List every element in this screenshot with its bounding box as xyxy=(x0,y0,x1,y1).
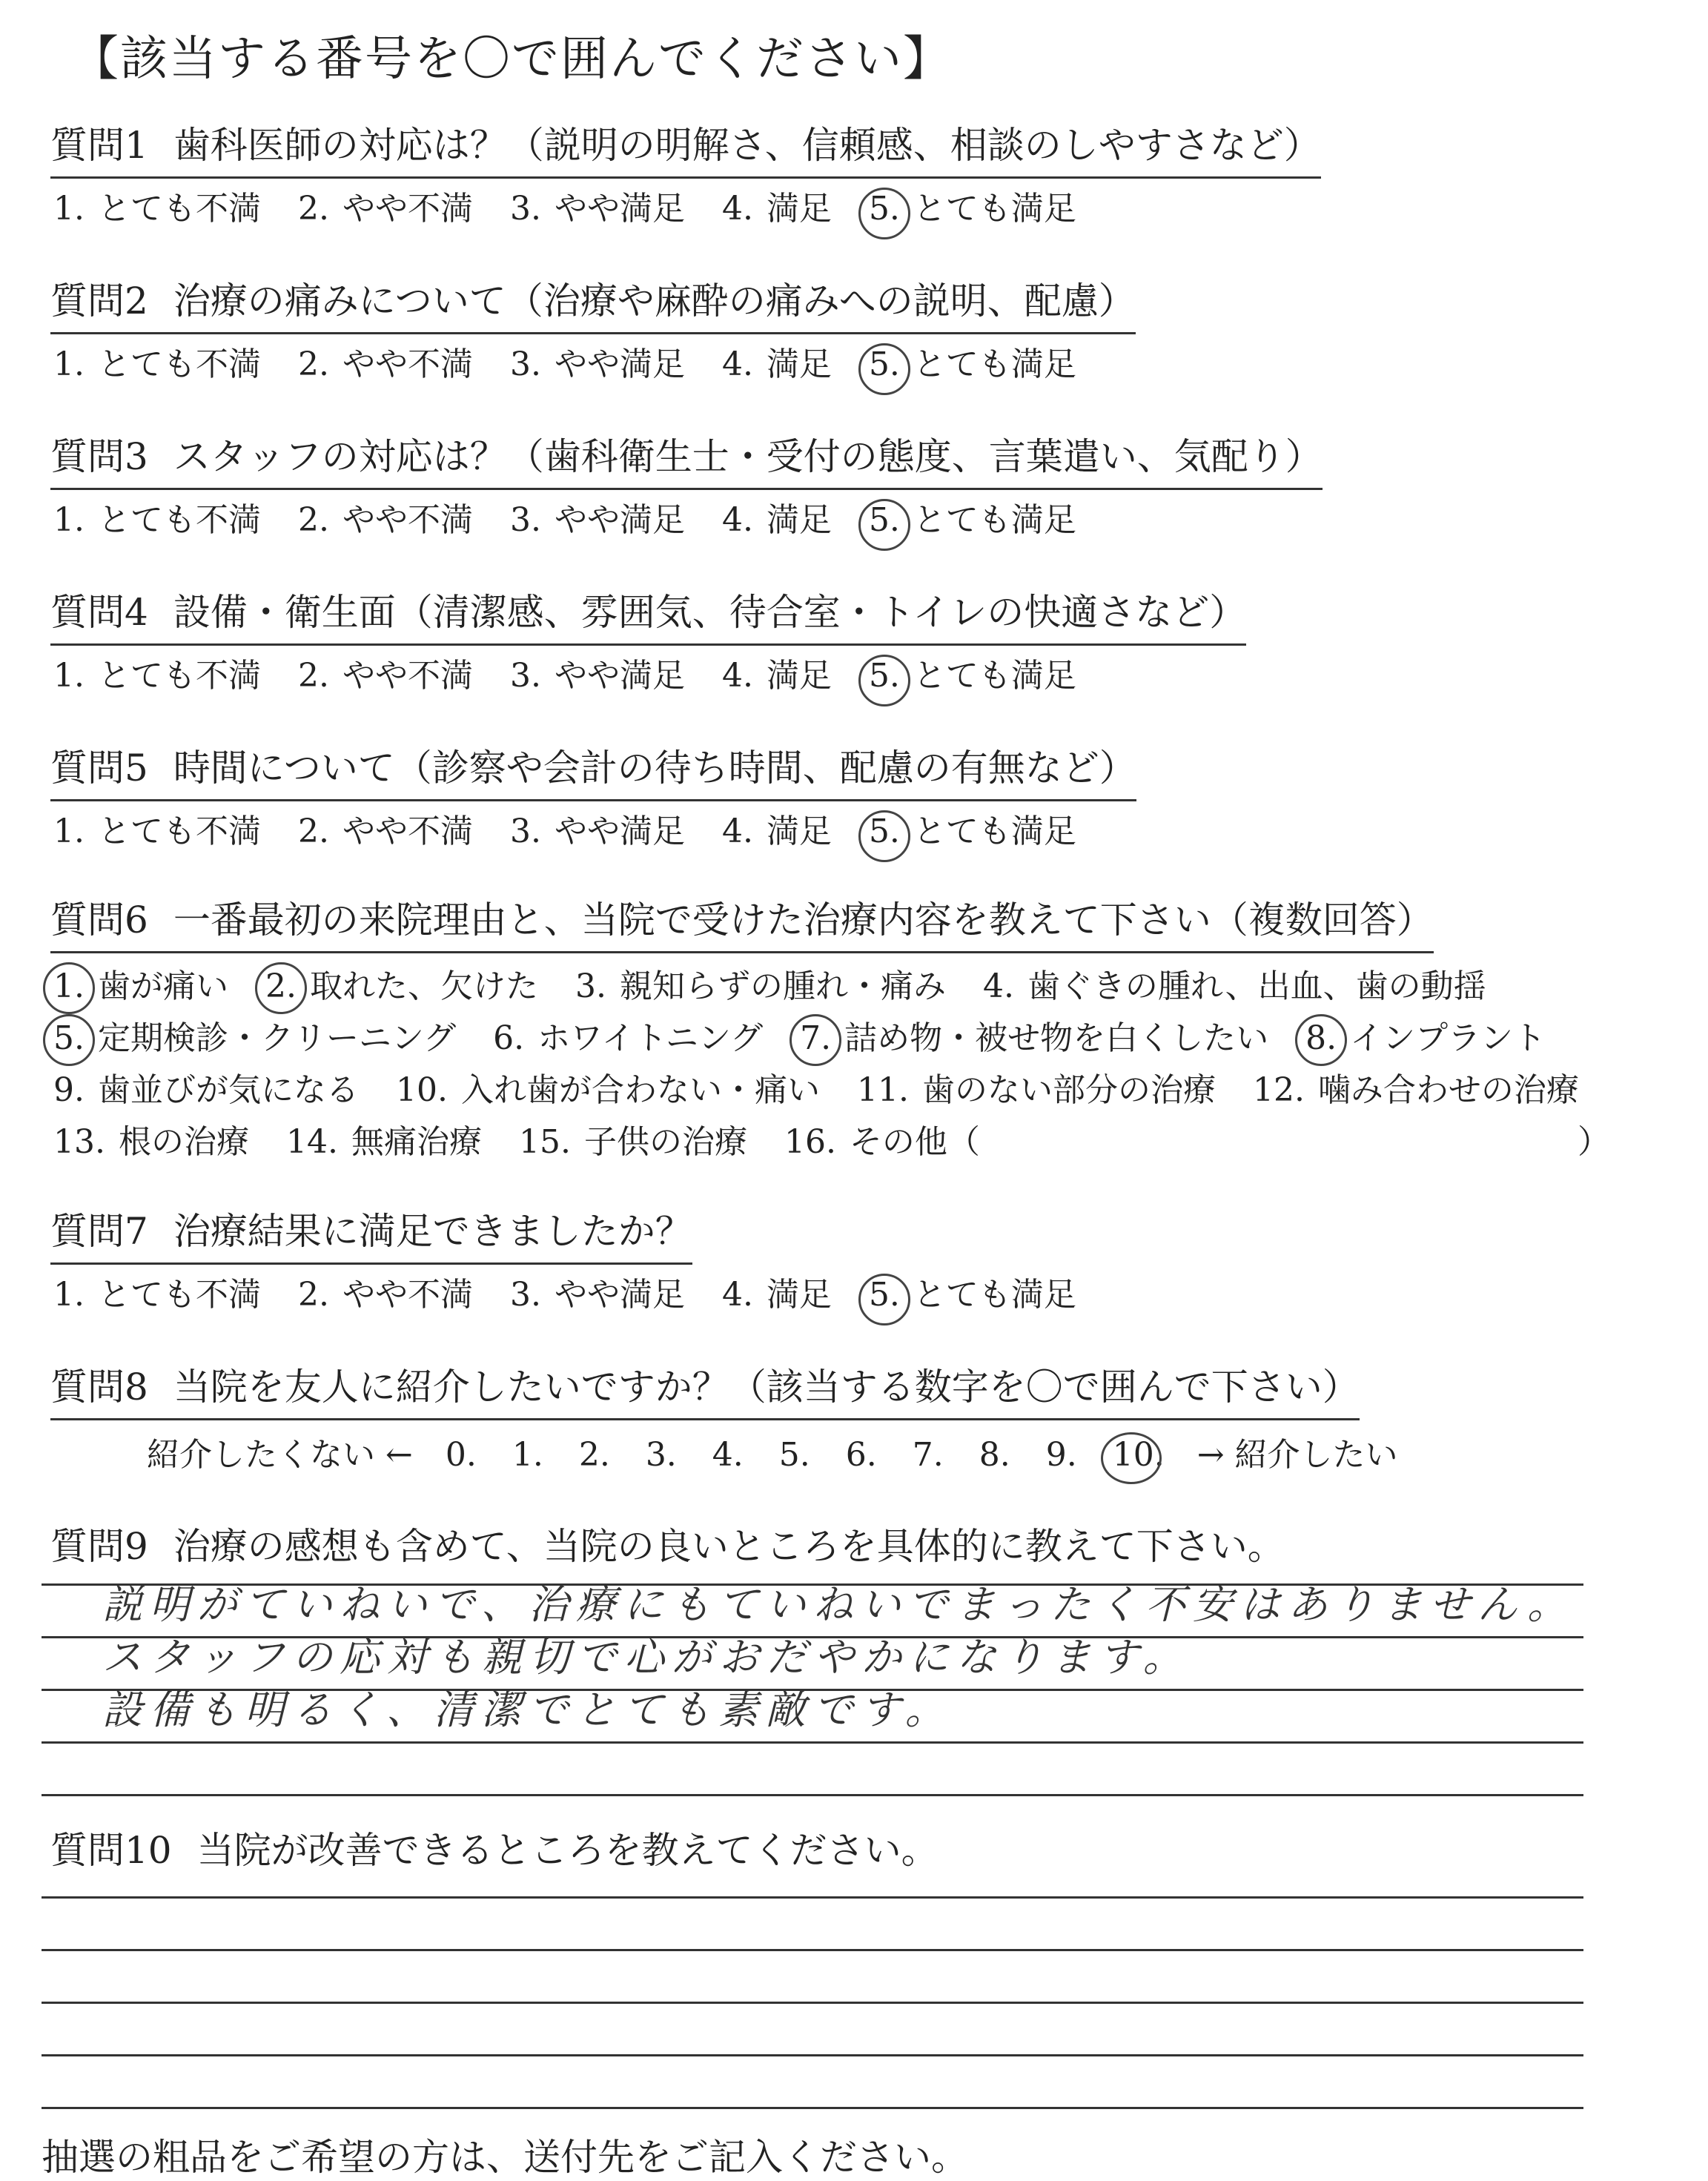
option-3[interactable]: 3. やや満足 xyxy=(509,345,685,383)
selected-answer: 7. xyxy=(797,1013,834,1065)
option-label: その他（ xyxy=(849,1123,980,1161)
option-3[interactable]: 3. やや満足 xyxy=(509,1276,685,1314)
handwritten-answer: 説明がていねいで、治療にもていねいでまったく不安はありません。 xyxy=(102,1581,1575,1628)
option-number: 15. xyxy=(518,1123,571,1161)
scale-value[interactable]: 8. xyxy=(979,1436,1010,1474)
option-number: 16. xyxy=(784,1123,836,1161)
question-7-title: 質問7 治療結果に満足できましたか？ xyxy=(50,1205,692,1265)
selected-answer: 5. xyxy=(866,1272,903,1318)
selected-answer: 2. xyxy=(262,961,299,1013)
option-label: 親知らずの腫れ・痛み xyxy=(619,967,946,1005)
option-number: 3. xyxy=(575,967,606,1005)
handwritten-answer: スタッフの応対も親切で心がおだやかになります。 xyxy=(102,1634,1191,1681)
option[interactable] xyxy=(490,1013,763,1065)
question-3-title: 質問3 スタッフの対応は？（歯科衛生士・受付の態度、言葉遣い、気配り） xyxy=(50,430,1323,490)
selected-answer: 5. xyxy=(866,497,903,543)
question-9-title: 質問9 治療の感想も含めて、当院の良いところを具体的に教えて下さい。 xyxy=(50,1525,1285,1568)
option-2[interactable]: 2. やや不満 xyxy=(297,190,473,228)
option-number: 12. xyxy=(1252,1071,1305,1109)
option-label: 根の治療 xyxy=(118,1123,249,1161)
scale-right-label: → 紹介したい xyxy=(1196,1436,1398,1474)
option-label: 定期検診・クリーニング xyxy=(97,1019,457,1057)
question-1 xyxy=(50,119,1681,232)
scale-value[interactable]: 4. xyxy=(712,1436,744,1474)
selected-answer: 8. xyxy=(1302,1013,1340,1065)
scale-value[interactable]: 7. xyxy=(912,1436,944,1474)
selected-answer: 5. xyxy=(866,342,903,388)
option-label: 歯並びが気になる xyxy=(97,1071,359,1109)
option[interactable] xyxy=(50,1065,359,1116)
option[interactable] xyxy=(1250,1065,1579,1116)
option-selected[interactable] xyxy=(797,1013,1268,1065)
option-1[interactable]: 1. とても不満 xyxy=(53,345,261,383)
question-3 xyxy=(50,430,1681,543)
option-2[interactable]: 2. やや不満 xyxy=(297,657,473,695)
question-6-title: 質問6 一番最初の来院理由と、当院で受けた治療内容を教えて下さい（複数回答） xyxy=(50,893,1434,953)
question-5-title: 質問5 時間について（診察や会計の待ち時間、配慮の有無など） xyxy=(50,741,1136,801)
option-row xyxy=(50,961,1681,1013)
question-9-answer-area[interactable] xyxy=(42,1533,1583,1796)
question-3-options xyxy=(50,497,1681,543)
option-label: 無痛治療 xyxy=(351,1123,482,1161)
option-label: 入れ歯が合わない・痛い xyxy=(460,1071,820,1109)
option-row xyxy=(50,1065,1681,1116)
footer-note: 抽選の粗品をご希望の方は、送付先をご記入ください。 xyxy=(42,2136,968,2179)
question-2-options xyxy=(50,342,1681,388)
option-label: インプラント xyxy=(1350,1019,1546,1057)
option-number: 4. xyxy=(982,967,1014,1005)
question-8-title: 質問8 当院を友人に紹介したいですか？（該当する数字を〇で囲んで下さい） xyxy=(50,1360,1360,1420)
selected-answer[interactable]: 10. xyxy=(1110,1431,1168,1480)
question-5-options xyxy=(50,809,1681,855)
option-number: 11. xyxy=(856,1071,909,1109)
selected-answer: 5. xyxy=(866,809,903,855)
option-1[interactable]: 1. とても不満 xyxy=(53,190,261,228)
option-selected[interactable] xyxy=(50,1013,456,1065)
question-1-title: 質問1 歯科医師の対応は？（説明の明解さ、信頼感、相談のしやすさなど） xyxy=(50,119,1321,179)
option-number: 6. xyxy=(493,1019,525,1057)
option-4[interactable]: 4. 満足 xyxy=(721,1276,832,1314)
option-1[interactable]: 1. とても不満 xyxy=(53,657,261,695)
option[interactable] xyxy=(572,961,946,1013)
answer-line xyxy=(42,1846,1583,1899)
option[interactable] xyxy=(50,1116,249,1168)
question-2 xyxy=(50,274,1681,388)
question-7-options xyxy=(50,1272,1681,1318)
option[interactable] xyxy=(980,961,1486,1013)
handwritten-answer: 設備も明るく、清潔でとても素敵です。 xyxy=(102,1687,953,1733)
form-header: 【該当する番号を〇で囲んでください】 xyxy=(71,32,952,87)
answer-line xyxy=(42,1899,1583,1951)
recommend-scale xyxy=(50,1431,1681,1480)
selected-answer: 5. xyxy=(866,653,903,699)
option-3[interactable]: 3. やや満足 xyxy=(509,501,685,539)
option-label: 取れた、欠けた xyxy=(309,967,538,1005)
scale-value[interactable]: 0. xyxy=(445,1436,477,1474)
option-label: 歯が痛い xyxy=(97,967,228,1005)
option-row xyxy=(50,1013,1681,1065)
scale-value[interactable]: 2. xyxy=(578,1436,610,1474)
question-5 xyxy=(50,741,1681,855)
question-10-answer-area[interactable] xyxy=(42,1846,1583,2109)
option-4[interactable]: 4. 満足 xyxy=(721,501,832,539)
question-6 xyxy=(50,893,1681,1168)
option-label: ホワイトニング xyxy=(537,1019,764,1057)
option-1[interactable]: 1. とても不満 xyxy=(53,501,261,539)
option-4[interactable]: 4. 満足 xyxy=(721,345,832,383)
scale-value[interactable]: 3. xyxy=(645,1436,677,1474)
option-number: 10. xyxy=(395,1071,448,1109)
question-4-title: 質問4 設備・衛生面（清潔感、雰囲気、待合室・トイレの快適さなど） xyxy=(50,586,1246,646)
option-label: 詰め物・被せ物を白くしたい xyxy=(844,1019,1269,1057)
option-number: 13. xyxy=(53,1123,105,1161)
answer-line xyxy=(42,2004,1583,2056)
question-7 xyxy=(50,1205,1681,1318)
option-4[interactable]: 4. 満足 xyxy=(721,657,832,695)
question-2-title: 質問2 治療の痛みについて（治療や麻酔の痛みへの説明、配慮） xyxy=(50,274,1136,334)
question-10-title: 質問10 当院が改善できるところを教えてください。 xyxy=(50,1829,939,1872)
scale-left-label: 紹介したくない ← xyxy=(147,1436,413,1474)
option-label: 歯ぐきの腫れ、出血、歯の動揺 xyxy=(1027,967,1486,1005)
option-2[interactable]: 2. やや不満 xyxy=(297,1276,473,1314)
option-2[interactable]: 2. やや不満 xyxy=(297,345,473,383)
selected-answer: 1. xyxy=(50,961,87,1013)
option[interactable] xyxy=(781,1116,980,1168)
question-8 xyxy=(50,1360,1681,1480)
option-3[interactable]: 3. やや満足 xyxy=(509,657,685,695)
question-4-options xyxy=(50,653,1681,699)
answer-line xyxy=(42,2056,1583,2109)
selected-answer: 5. xyxy=(866,186,903,232)
option-selected[interactable] xyxy=(1302,1013,1546,1065)
option-3[interactable]: 3. やや満足 xyxy=(509,190,685,228)
option-4[interactable]: 4. 満足 xyxy=(721,190,832,228)
option-row xyxy=(50,1116,1681,1168)
option-5-selected[interactable]: 5. とても満足 xyxy=(866,497,1076,543)
option[interactable] xyxy=(854,1065,1216,1116)
option-4[interactable]: 4. 満足 xyxy=(721,813,832,850)
option-label: 子供の治療 xyxy=(583,1123,747,1161)
option-5-selected[interactable]: 5. とても満足 xyxy=(866,1272,1076,1318)
option-number: 14. xyxy=(285,1123,338,1161)
question-6-options xyxy=(50,961,1681,1168)
option-3[interactable]: 3. やや満足 xyxy=(509,813,685,850)
scale-value[interactable]: 6. xyxy=(845,1436,877,1474)
selected-answer: 5. xyxy=(50,1013,87,1065)
option-2[interactable]: 2. やや不満 xyxy=(297,813,473,850)
scale-value[interactable]: 1. xyxy=(512,1436,543,1474)
option[interactable] xyxy=(283,1116,482,1168)
answer-line xyxy=(42,1744,1583,1796)
option-label: 噛み合わせの治療 xyxy=(1317,1071,1579,1109)
scale-value[interactable]: 9. xyxy=(1045,1436,1077,1474)
option-5-selected[interactable]: 5. とても満足 xyxy=(866,186,1076,232)
question-1-options xyxy=(50,186,1681,232)
option-selected[interactable] xyxy=(262,961,538,1013)
question-4 xyxy=(50,586,1681,699)
option[interactable] xyxy=(516,1116,747,1168)
answer-line xyxy=(42,1951,1583,2004)
option-2[interactable]: 2. やや不満 xyxy=(297,501,473,539)
option[interactable] xyxy=(393,1065,820,1116)
scale-value[interactable]: 5. xyxy=(778,1436,810,1474)
option-5-selected[interactable]: 5. とても満足 xyxy=(866,809,1076,855)
other-close-paren: ） xyxy=(1577,1123,1610,1161)
option-5-selected[interactable]: 5. とても満足 xyxy=(866,653,1076,699)
option-1[interactable]: 1. とても不満 xyxy=(53,813,261,850)
option-5-selected[interactable]: 5. とても満足 xyxy=(866,342,1076,388)
answer-line xyxy=(42,1687,1583,1744)
option-number: 9. xyxy=(53,1071,85,1109)
option-selected[interactable] xyxy=(50,961,228,1013)
option-label: 歯のない部分の治療 xyxy=(921,1071,1216,1109)
option-1[interactable]: 1. とても不満 xyxy=(53,1276,261,1314)
